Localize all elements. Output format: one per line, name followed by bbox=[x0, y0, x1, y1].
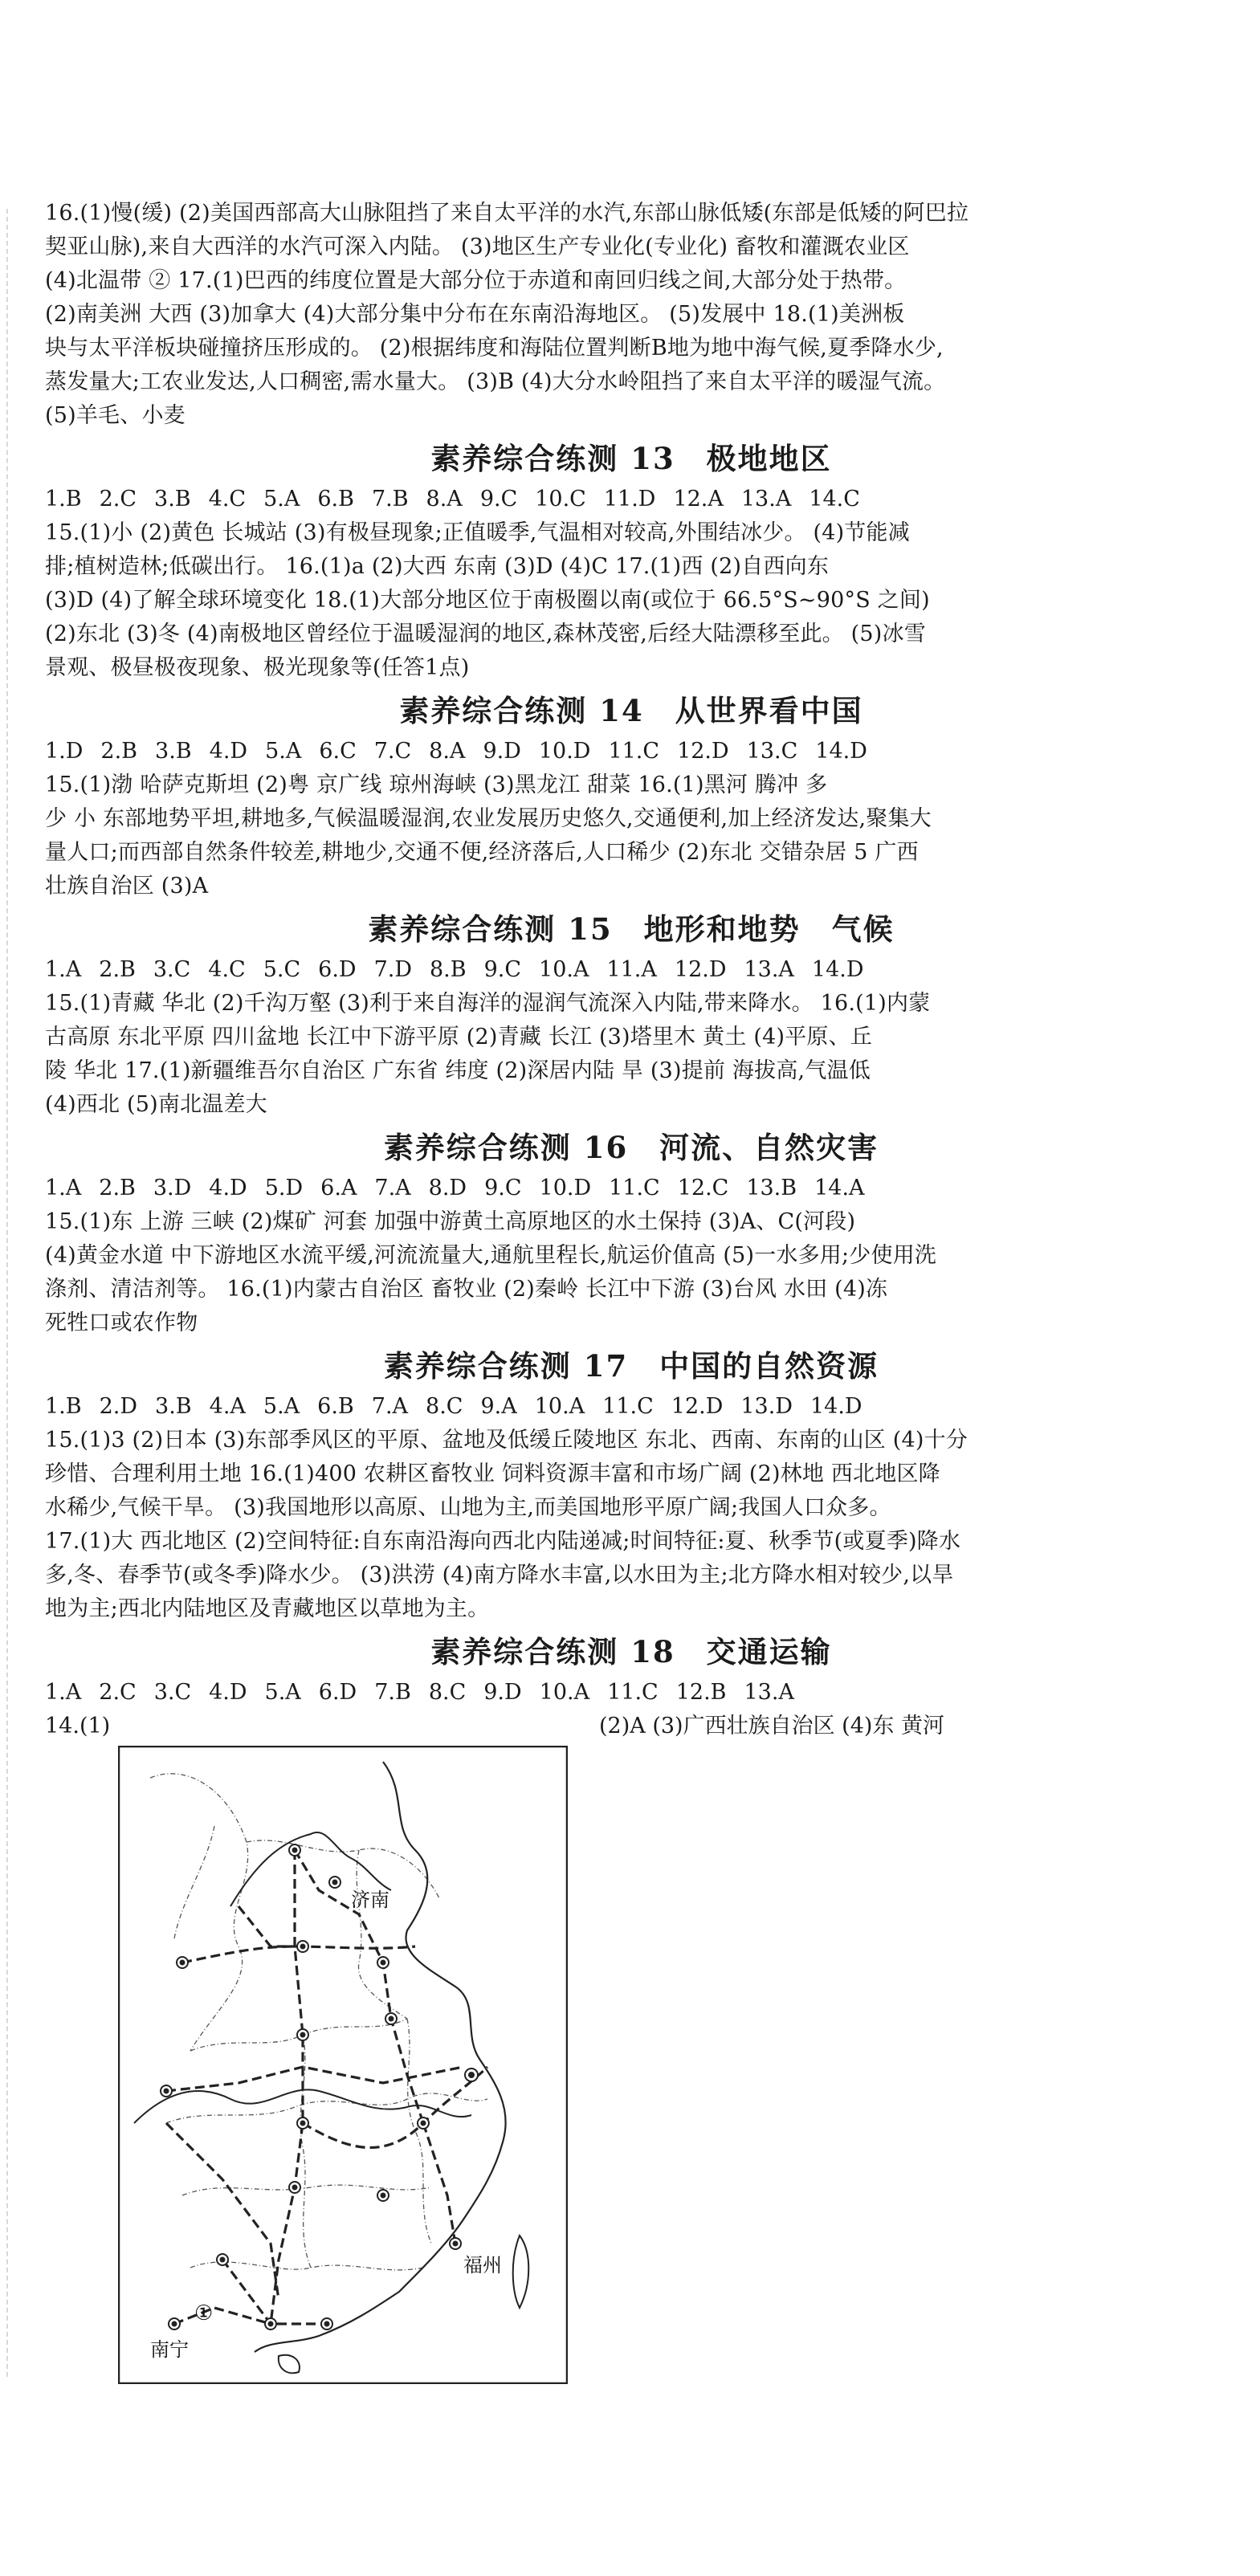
choice-answer: 1.B bbox=[45, 487, 82, 512]
section-title: 素养综合练测 18 交通运输 bbox=[430, 1634, 832, 1669]
choice-answer: 8.B bbox=[429, 957, 467, 982]
answer-line: 15.(1)青藏 华北 (2)千沟万壑 (3)利于来自海洋的湿润气流深入内陆,带来降水。 16.(1)内蒙 bbox=[45, 991, 931, 1016]
section-answer-lines bbox=[45, 768, 1217, 903]
choice-answers bbox=[45, 953, 1217, 987]
intro-line: (4)北温带 ② 17.(1)巴西的纬度位置是大部分位于赤道和南回归线之间,大部分处于热带。 bbox=[45, 268, 907, 293]
choice-answer: 9.C bbox=[479, 487, 518, 512]
section-answer-lines bbox=[45, 516, 1217, 685]
city-label-fuzhou: 福州 bbox=[463, 2254, 502, 2276]
map-frame bbox=[119, 1747, 567, 2383]
choice-answer: 13.A bbox=[744, 1680, 794, 1705]
answer-line: 水稀少,气候干旱。 (3)我国地形以高原、山地为主,而美国地形平原广阔;我国人口众多。 bbox=[45, 1495, 891, 1520]
choice-answer: 5.A bbox=[263, 1394, 300, 1419]
intro-line: 契亚山脉),来自大西洋的水汽可深入内陆。 (3)地区生产专业化(专业化) 畜牧和灌溉农业区 bbox=[45, 234, 910, 259]
choice-answer: 14.D bbox=[815, 739, 867, 764]
choice-answer: 5.C bbox=[263, 957, 301, 982]
answer-line: (4)黄金水道 中下游地区水流平缓,河流流量大,通航里程长,航运价值高 (5)一水多用;少使用洗 bbox=[45, 1243, 937, 1268]
choice-answer: 1.D bbox=[45, 739, 84, 764]
choice-answer: 13.B bbox=[746, 1176, 797, 1200]
choice-answer: 4.D bbox=[209, 1680, 247, 1705]
choice-answer: 12.D bbox=[671, 1394, 724, 1419]
choice-answer: 5.A bbox=[263, 487, 300, 512]
answer-line: 古高原 东北平原 四川盆地 长江中下游平原 (2)青藏 长江 (3)塔里木 黄土 (4)平原、丘 bbox=[45, 1025, 872, 1050]
choice-answer: 6.B bbox=[317, 487, 354, 512]
answer-line: 珍惜、合理利用土地 16.(1)400 农耕区畜牧业 饲料资源丰富和市场广阔 (2)林地 西北地区降 bbox=[45, 1461, 940, 1486]
choice-answer: 12.C bbox=[677, 1176, 729, 1200]
choice-answer: 4.C bbox=[208, 957, 246, 982]
choice-answer: 8.C bbox=[428, 1680, 467, 1705]
intro-line: (5)羊毛、小麦 bbox=[45, 403, 186, 428]
answer-line: 量人口;而西部自然条件较差,耕地少,交通不便,经济落后,人口稀少 (2)东北 交错杂居 5 广西 bbox=[45, 840, 919, 865]
choice-answer: 12.D bbox=[677, 739, 729, 764]
answer-line: 死牲口或农作物 bbox=[45, 1310, 198, 1335]
choice-answer: 13.A bbox=[740, 487, 792, 512]
choice-answers bbox=[45, 1676, 1217, 1710]
choice-answers bbox=[45, 483, 1217, 516]
section-title: 素养综合练测 16 河流、自然灾害 bbox=[383, 1130, 879, 1165]
margin-dashed-line bbox=[6, 209, 8, 2377]
choice-answer: 8.C bbox=[426, 1394, 463, 1419]
intro-line: 蒸发量大;工农业发达,人口稠密,需水量大。 (3)B (4)大分水岭阻挡了来自太平洋的暖湿气流。 bbox=[45, 369, 946, 394]
section-answer-lines bbox=[45, 987, 1217, 1122]
answer-line: 15.(1)东 上游 三峡 (2)煤矿 河套 加强中游黄土高原地区的水土保持 (3)A、C(河段) bbox=[45, 1209, 856, 1234]
answer-line: 多,冬、春季节(或冬季)降水少。 (3)洪涝 (4)南方降水丰富,以水田为主;北方降水相对较少,以旱 bbox=[45, 1563, 954, 1588]
choice-answer: 1.A bbox=[45, 1680, 82, 1705]
china-railway-map bbox=[118, 1746, 568, 2384]
intro-answers bbox=[45, 197, 1217, 433]
choice-answer: 12.B bbox=[675, 1680, 727, 1705]
choice-answer: 2.B bbox=[99, 957, 136, 982]
answer-line: 壮族自治区 (3)A bbox=[45, 874, 209, 899]
choice-answer: 14.A bbox=[814, 1176, 865, 1200]
choice-answer: 5.A bbox=[264, 1680, 301, 1705]
choice-answers bbox=[45, 1390, 1217, 1424]
choice-answer: 14.D bbox=[809, 1394, 862, 1419]
choice-answer: 13.C bbox=[746, 739, 798, 764]
choice-answer: 9.D bbox=[483, 1680, 522, 1705]
intro-line: 块与太平洋板块碰撞挤压形成的。 (2)根据纬度和海陆位置判断B地为地中海气候,夏季降水少, bbox=[45, 336, 944, 361]
choice-answer: 8.A bbox=[426, 487, 463, 512]
choice-answer: 6.D bbox=[318, 1680, 357, 1705]
choice-answer: 4.A bbox=[209, 1394, 246, 1419]
choice-answer: 3.C bbox=[153, 957, 191, 982]
choice-answer: 12.A bbox=[673, 487, 724, 512]
choice-answer: 10.A bbox=[539, 1680, 590, 1705]
choice-answer: 7.D bbox=[373, 957, 412, 982]
answer-line: 景观、极昼极夜现象、极光现象等(任答1点) bbox=[45, 655, 470, 680]
choice-answer: 10.A bbox=[539, 957, 589, 982]
choice-answers bbox=[45, 735, 1217, 768]
choice-answer: 5.A bbox=[265, 739, 302, 764]
choice-answer: 1.A bbox=[45, 1176, 82, 1200]
choice-answer: 12.D bbox=[674, 957, 727, 982]
answer-line: (4)西北 (5)南北温差大 bbox=[45, 1092, 267, 1117]
choice-answer: 11.C bbox=[607, 1680, 659, 1705]
sections-container bbox=[45, 434, 1217, 1710]
choice-answer: 9.D bbox=[483, 739, 521, 764]
choice-answer: 4.C bbox=[208, 487, 247, 512]
answer-line: 15.(1)渤 哈萨克斯坦 (2)粤 京广线 琼州海峡 (3)黑龙江 甜菜 16.(1)黑河 腾冲 多 bbox=[45, 772, 828, 797]
choice-answer: 10.C bbox=[535, 487, 586, 512]
choice-answer: 7.A bbox=[374, 1176, 411, 1200]
city-label-jinan: 济南 bbox=[351, 1889, 389, 1911]
answer-line: 少 小 东部地势平坦,耕地多,气候温暖湿润,农业发展历史悠久,交通便利,加上经济发达,聚集大 bbox=[45, 806, 932, 831]
section-title: 素养综合练测 14 从世界看中国 bbox=[399, 693, 863, 728]
choice-answer: 2.B bbox=[99, 1176, 136, 1200]
answer-line: (3)D (4)了解全球环境变化 18.(1)大部分地区位于南极圈以南(或位于 66.5°S~90°S 之间) bbox=[45, 588, 930, 613]
choice-answer: 11.C bbox=[609, 1176, 660, 1200]
choice-answer: 10.D bbox=[538, 739, 591, 764]
answer-line: 涤剂、清洁剂等。 16.(1)内蒙古自治区 畜牧业 (2)秦岭 长江中下游 (3)台风 水田 (4)冻 bbox=[45, 1277, 888, 1302]
choice-answer: 1.B bbox=[45, 1394, 82, 1419]
choice-answer: 2.C bbox=[99, 1680, 137, 1705]
q14-answers: (2)A (3)广西壮族自治区 (4)东 黄河 bbox=[599, 1714, 944, 1738]
answer-line: (2)东北 (3)冬 (4)南极地区曾经位于温暖湿润的地区,森林茂密,后经大陆漂移至此。 (5)冰雪 bbox=[45, 622, 926, 646]
section-title: 素养综合练测 17 中国的自然资源 bbox=[383, 1348, 879, 1384]
choice-answer: 8.D bbox=[428, 1176, 467, 1200]
section-answer-lines bbox=[45, 1205, 1217, 1340]
choice-answer: 11.C bbox=[602, 1394, 654, 1419]
answer-line: 陵 华北 17.(1)新疆维吾尔自治区 广东省 纬度 (2)深居内陆 旱 (3)提前 海拔高,气温低 bbox=[45, 1058, 871, 1083]
choice-answer: 13.A bbox=[744, 957, 794, 982]
choice-answer: 11.D bbox=[603, 487, 656, 512]
choice-answer: 5.D bbox=[264, 1176, 304, 1200]
choice-answer: 14.C bbox=[809, 487, 860, 512]
choice-answer: 4.D bbox=[209, 739, 248, 764]
choice-answer: 7.B bbox=[374, 1680, 411, 1705]
choice-answer: 10.A bbox=[534, 1394, 585, 1419]
answer-line: 15.(1)小 (2)黄色 长城站 (3)有极昼现象;正值暖季,气温相对较高,外围结冰少。 (4)节能减 bbox=[45, 520, 910, 545]
choice-answer: 3.B bbox=[154, 487, 191, 512]
answer-line: 15.(1)3 (2)日本 (3)东部季风区的平原、盆地及低缓丘陵地区 东北、西南、东南的山区 (4)十分 bbox=[45, 1428, 968, 1453]
choice-answer: 2.C bbox=[99, 487, 137, 512]
choice-answer: 2.B bbox=[100, 739, 138, 764]
choice-answer: 3.B bbox=[155, 1394, 192, 1419]
choice-answer: 13.D bbox=[740, 1394, 793, 1419]
choice-answer: 3.C bbox=[153, 1680, 192, 1705]
q14-label: 14.(1) bbox=[45, 1714, 111, 1738]
choice-answer: 9.C bbox=[484, 1176, 522, 1200]
choice-answer: 6.A bbox=[320, 1176, 357, 1200]
choice-answer: 10.D bbox=[539, 1176, 592, 1200]
choice-answers bbox=[45, 1172, 1217, 1205]
choice-answer: 7.A bbox=[371, 1394, 409, 1419]
choice-answer: 4.D bbox=[209, 1176, 247, 1200]
intro-line: 16.(1)慢(缓) (2)美国西部高大山脉阻挡了来自太平洋的水汽,东部山脉低矮(东部是低矮的阿巴拉 bbox=[45, 201, 969, 226]
choice-answer: 7.B bbox=[371, 487, 409, 512]
choice-answer: 1.A bbox=[45, 957, 82, 982]
intro-line: (2)南美洲 大西 (3)加拿大 (4)大部分集中分布在东南沿海地区。 (5)发展中 18.(1)美洲板 bbox=[45, 302, 905, 327]
choice-answer: 7.C bbox=[373, 739, 412, 764]
city-label-nanning: 南宁 bbox=[150, 2338, 189, 2361]
choice-answer: 2.D bbox=[99, 1394, 138, 1419]
section-title: 素养综合练测 15 地形和地势 气候 bbox=[368, 911, 895, 947]
choice-answer: 6.D bbox=[318, 957, 357, 982]
choice-answer: 3.B bbox=[155, 739, 192, 764]
choice-answer: 6.B bbox=[317, 1394, 354, 1419]
choice-answer: 9.C bbox=[483, 957, 522, 982]
choice-answer: 14.D bbox=[811, 957, 864, 982]
choice-answer: 3.D bbox=[153, 1176, 192, 1200]
choice-answer: 11.A bbox=[606, 957, 657, 982]
section-answer-lines bbox=[45, 1424, 1217, 1626]
answer-page bbox=[45, 197, 1217, 1745]
map-marker-1: ① bbox=[194, 2301, 214, 2325]
q14-row bbox=[45, 1710, 1217, 1745]
answer-line: 地为主;西北内陆地区及青藏地区以草地为主。 bbox=[45, 1596, 490, 1621]
choice-answer: 6.C bbox=[319, 739, 357, 764]
choice-answer: 9.A bbox=[480, 1394, 517, 1419]
section-title: 素养综合练测 13 极地地区 bbox=[430, 441, 832, 476]
answer-line: 17.(1)大 西北地区 (2)空间特征:自东南沿海向西北内陆递减;时间特征:夏、秋季节(或夏季)降水 bbox=[45, 1529, 961, 1554]
answer-line: 排;植树造林;低碳出行。 16.(1)a (2)大西 东南 (3)D (4)C 17.(1)西 (2)自西向东 bbox=[45, 554, 830, 579]
choice-answer: 11.C bbox=[608, 739, 660, 764]
choice-answer: 8.A bbox=[429, 739, 466, 764]
